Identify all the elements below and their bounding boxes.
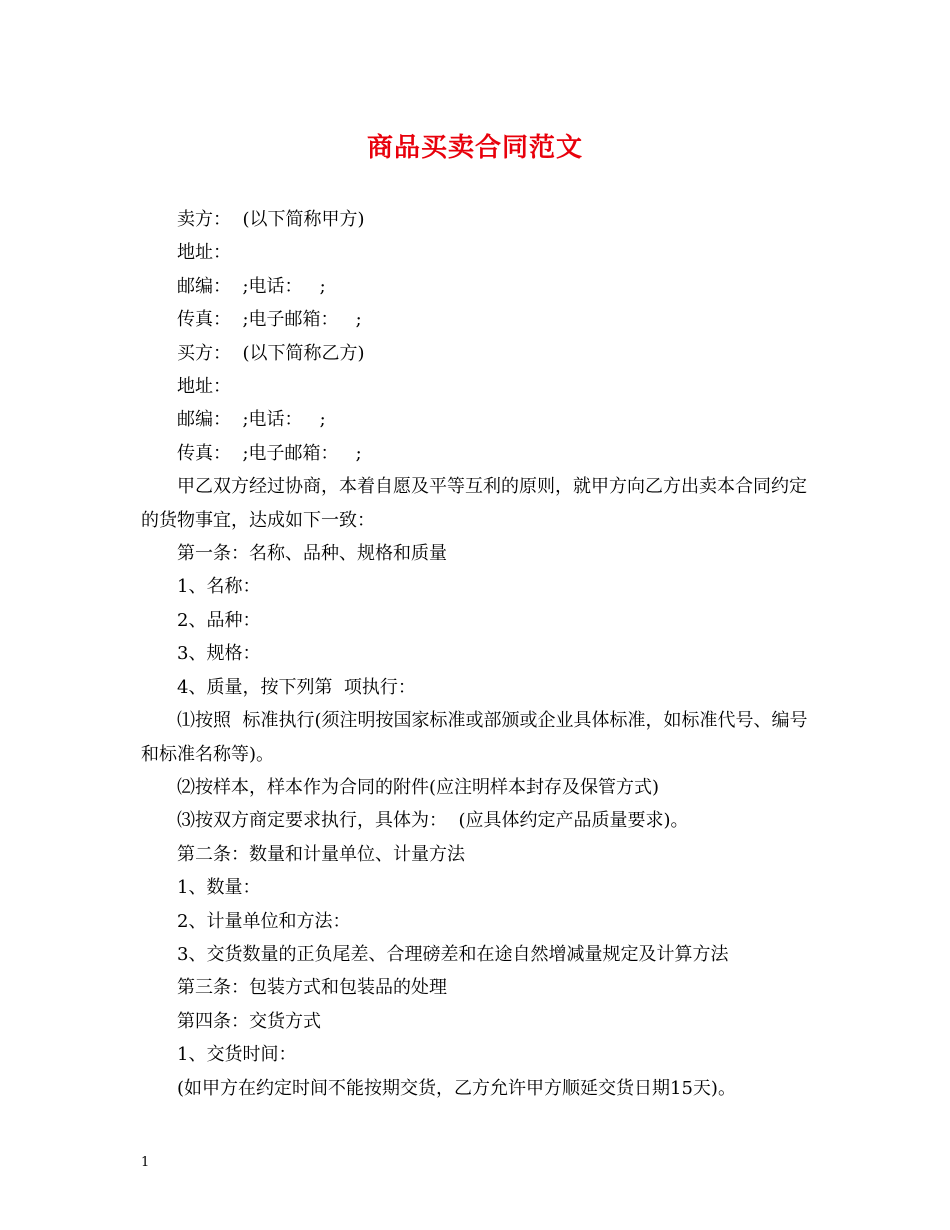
paragraph: 第一条：名称、品种、规格和质量	[177, 543, 447, 565]
paragraph: 第三条：包装方式和包装品的处理	[177, 977, 447, 999]
paragraph: ⑴按照 标准执行(须注明按国家标准或部颁或企业具体标准，如标准代号、编号和标准名称等)。	[141, 710, 808, 765]
paragraph: ⑶按双方商定要求执行，具体为： (应具体约定产品质量要求)。	[177, 810, 689, 832]
paragraph: 甲乙双方经过协商，本着自愿及平等互利的原则，就甲方向乙方出卖本合同约定的货物事宜，达成如下一致：	[141, 476, 807, 531]
page-number: 1	[141, 1155, 150, 1170]
document-title: 商品买卖合同范文	[366, 133, 583, 163]
paragraph: 地址：	[177, 376, 231, 398]
paragraph: 传真： ;电子邮箱： ;	[177, 442, 362, 464]
paragraph: 邮编： ;电话： ;	[177, 409, 326, 431]
paragraph: ⑵按样本，样本作为合同的附件(应注明样本封存及保管方式)	[177, 776, 660, 798]
paragraph: 买方： (以下简称乙方)	[177, 342, 365, 364]
paragraph: 第二条：数量和计量单位、计量方法	[177, 843, 465, 865]
paragraph: 2、品种：	[177, 609, 261, 631]
paragraph: 1、交货时间：	[177, 1044, 297, 1066]
paragraph: 地址：	[177, 242, 231, 264]
paragraph: 3、交货数量的正负尾差、合理磅差和在途自然增减量规定及计算方法	[177, 943, 729, 965]
paragraph: 3、规格：	[177, 643, 261, 665]
paragraph: 1、数量：	[177, 877, 261, 899]
document-body	[141, 203, 813, 1105]
paragraph: 第四条：交货方式	[177, 1010, 321, 1032]
paragraph: 卖方： (以下简称甲方)	[177, 209, 365, 230]
paragraph: 1、名称：	[177, 576, 261, 598]
paragraph: 2、计量单位和方法：	[177, 910, 351, 932]
paragraph: 邮编： ;电话： ;	[177, 275, 326, 297]
paragraph: 4、质量，按下列第 项执行：	[177, 676, 416, 698]
paragraph: 传真： ;电子邮箱： ;	[177, 309, 362, 331]
paragraph: (如甲方在约定时间不能按期交货，乙方允许甲方顺延交货日期15天)。	[177, 1077, 736, 1099]
